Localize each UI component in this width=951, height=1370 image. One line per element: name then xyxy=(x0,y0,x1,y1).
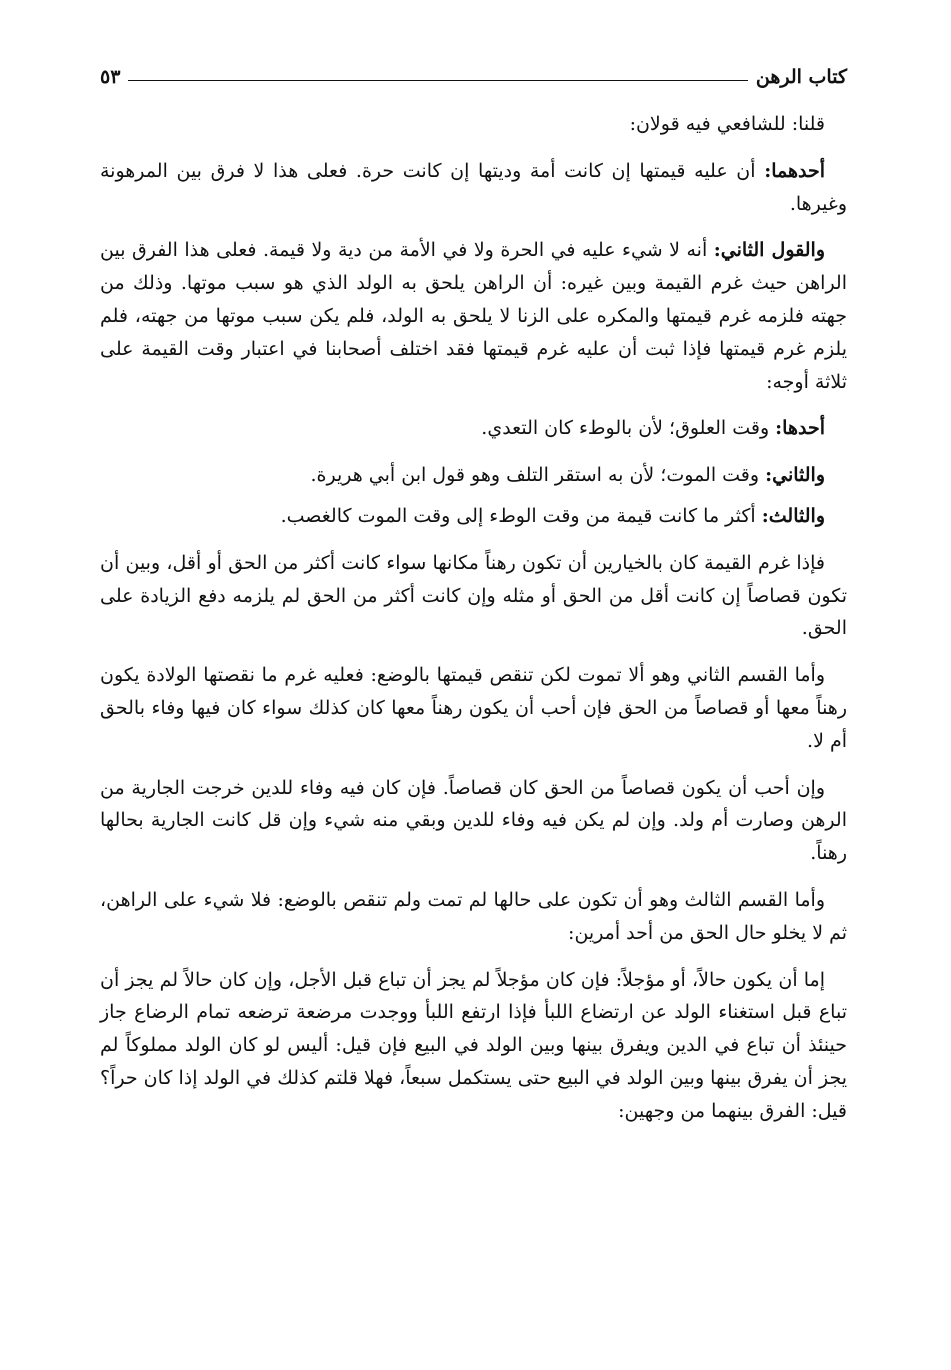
header-rule xyxy=(128,80,747,81)
book-title: كتاب الرهن xyxy=(755,66,847,88)
book-page xyxy=(100,60,847,1340)
paragraph: أحدها: وقت العلوق؛ لأن بالوطء كان التعدي. xyxy=(481,417,825,440)
running-header xyxy=(100,60,847,94)
paragraph: وأما القسم الثاني وهو ألا تموت لكن تنقص قيمتها بالوضع: فعليه غرم ما نقصتها الولادة يكون رهناً معها أو قصاصاً من الحق فإن أحب أن يكون رهناً معها كان كذلك سواء كان فيها وفاء بالحق أم لا. xyxy=(100,664,847,752)
paragraph: والثاني: وقت الموت؛ لأن به استقر التلف وهو قول ابن أبي هريرة. xyxy=(310,464,825,487)
paragraph: فإذا غرم القيمة كان بالخيارين أن تكون رهناً مكانها سواء كانت أكثر من الحق أو أقل، وبين أن تكون قصاصاً إن كانت أقل من الحق أو مثله وإن كانت أكثر من الحق لم يلزمه دفع الزيادة على الحق. xyxy=(100,551,847,640)
paragraph: إما أن يكون حالاً، أو مؤجلاً: فإن كان مؤجلاً لم يجز أن تباع قبل الأجل، وإن كان حالاً لم يجز أن تباع قبل استغناء الولد عن ارتضاع اللبأ فإذا ارتفع اللبأ ووجدت مرضعة ترضعه تمام الرضاع جاز حينئذ أن تباع في الدين ويفرق بينها وبين الولد في البيع فإن قيل: أليس لو كان الولد مملوكاً لم يجز أن يفرق بينها وبين الولد في البيع حتى يستكمل سبعاً، فهلا قلتم كذلك في الولد إذا كان حراً؟ قيل: الفرق بينهما من وجهين: xyxy=(100,968,847,1122)
paragraph: والقول الثاني: أنه لا شيء عليه في الحرة ولا في الأمة من دية ولا قيمة. فعلى هذا الفرق بين الراهن حيث غرم القيمة وبين غيره: أن الراهن يلحق به الولد الذي هو سبب موتها. وذلك من جهته فلزمه غرم قيمتها والمكره على الزنا لا يلحق به الولد، فلم يكن سبب موتها من جهته، فلم يلزم غرم قيمتها فإذا ثبت أن عليه غرم قيمتها فقد اختلف أصحابنا في اعتبار وقت القيمة على ثلاثة أوجه: xyxy=(100,239,847,393)
paragraph: وأما القسم الثالث وهو أن تكون على حالها لم تمت ولم تنقص بالوضع: فلا شيء على الراهن، ثم لا يخلو حال الحق من أحد أمرين: xyxy=(100,888,847,944)
paragraph: وإن أحب أن يكون قصاصاً من الحق كان قصاصاً. فإن كان فيه وفاء للدين خرجت الجارية من الرهن وصارت أم ولد. وإن لم يكن فيه وفاء للدين وبقي منه شيء وإن قل كانت الجارية بحالها رهناً. xyxy=(100,776,847,865)
paragraph: والثالث: أكثر ما كانت قيمة من وقت الوطء إلى وقت الموت كالغصب. xyxy=(280,504,825,527)
page-body xyxy=(100,108,847,1128)
page-number: ٥٣ xyxy=(100,66,121,88)
paragraph: أحدهما: أن عليه قيمتها إن كانت أمة وديتها إن كانت حرة. فعلى هذا لا فرق بين المرهونة وغيرها. xyxy=(100,159,847,215)
paragraph: قلنا: للشافعي فيه قولان: xyxy=(629,113,825,135)
